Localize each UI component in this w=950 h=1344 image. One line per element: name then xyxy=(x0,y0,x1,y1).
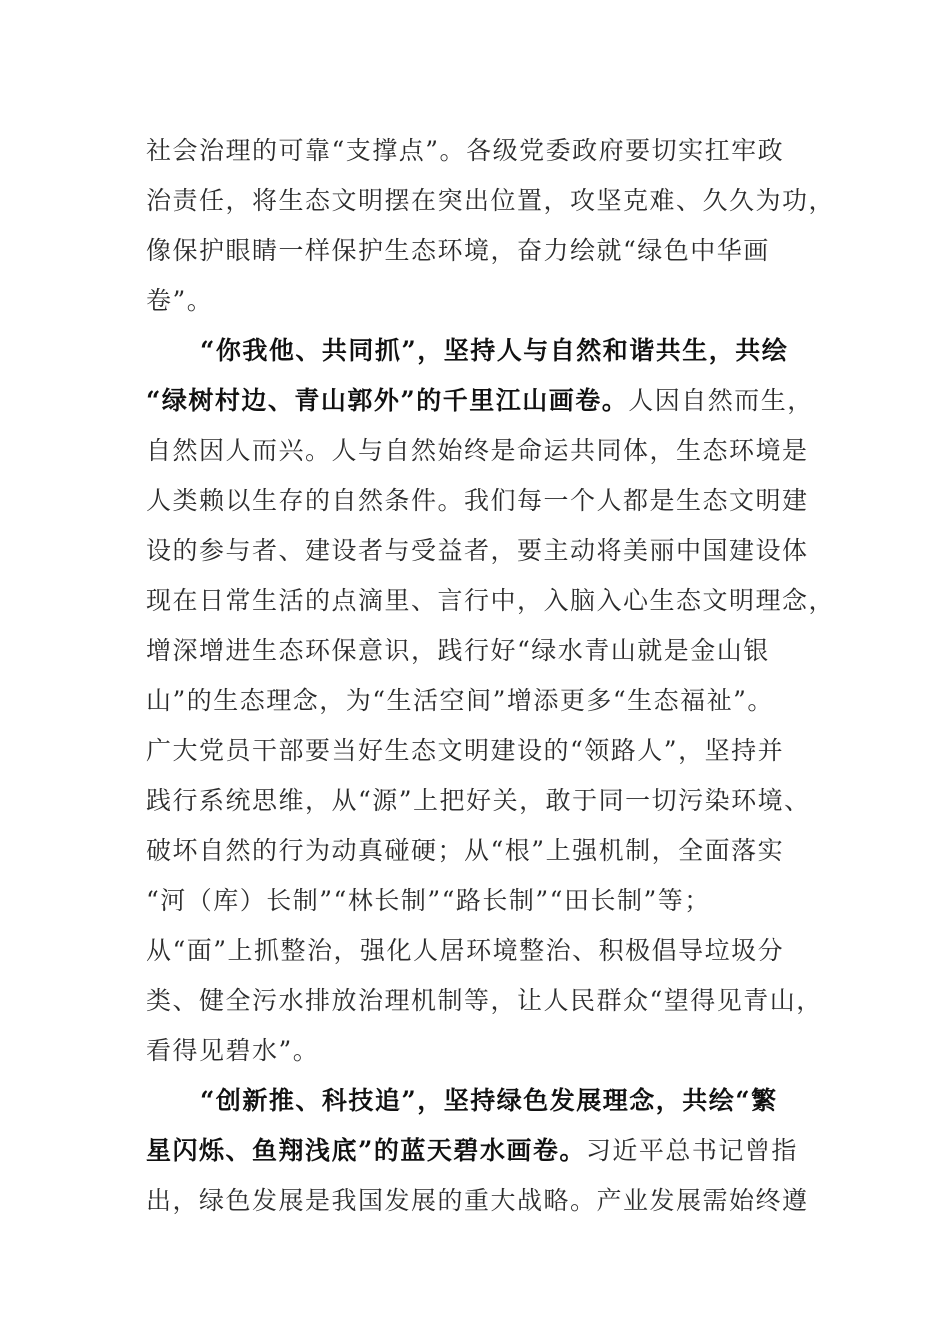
paragraph2-line: 践行系统思维，从“源”上把好关，敢于同一切污染环境、 xyxy=(146,786,811,815)
paragraph2-line: “河（库）长制”“林长制”“路长制”“田长制”等； xyxy=(146,886,711,915)
paragraph2-line: 增深增进生态环保意识，践行好“绿水青山就是金山银 xyxy=(146,636,770,665)
paragraph2-line: 破坏自然的行为动真碰硬；从“根”上强机制，全面落实 xyxy=(146,836,785,865)
paragraph2-mixed-line xyxy=(146,376,814,426)
paragraph2-line: 现在日常生活的点滴里、言行中，入脑入心生态文明理念， xyxy=(146,586,836,615)
paragraph2-heading-line: “你我他、共同抓”，坚持人与自然和谐共生，共绘 xyxy=(200,336,789,365)
paragraph2-line: 广大党员干部要当好生态文明建设的“领路人”，坚持并 xyxy=(146,736,785,765)
paragraph3-heading-line: “创新推、科技追”，坚持绿色发展理念，共绘“繁 xyxy=(200,1086,778,1115)
paragraph2-text-start: 人因自然而生， xyxy=(628,386,814,415)
paragraph2-line: 类、健全污水排放治理机制等，让人民群众“望得见青山， xyxy=(146,986,823,1015)
paragraph1-line: 治责任，将生态文明摆在突出位置，攻坚克难、久久为功， xyxy=(146,186,836,215)
paragraph3-heading-tail: 星闪烁、鱼翔浅底”的蓝天碧水画卷。 xyxy=(146,1136,586,1165)
paragraph1-line: 社会治理的可靠“支撑点”。各级党委政府要切实扛牢政 xyxy=(146,136,785,165)
paragraph2-line: 设的参与者、建设者与受益者，要主动将美丽中国建设体 xyxy=(146,536,809,565)
document-body xyxy=(146,126,836,1226)
paragraph2-line: 看得见碧水”。 xyxy=(146,1036,320,1065)
paragraph1-line: 像保护眼睛一样保护生态环境，奋力绘就“绿色中华画 xyxy=(146,236,770,265)
paragraph3-line: 出，绿色发展是我国发展的重大战略。产业发展需始终遵 xyxy=(146,1186,809,1215)
paragraph3-text-start: 习近平总书记曾指 xyxy=(585,1136,798,1165)
paragraph2-heading-tail: “绿树村边、青山郭外”的千里江山画卷。 xyxy=(146,386,629,415)
paragraph3-mixed-line xyxy=(146,1126,806,1176)
paragraph1-line: 卷”。 xyxy=(146,286,214,315)
paragraph2-line: 从“面”上抓整治，强化人居环境整治、积极倡导垃圾分 xyxy=(146,936,785,965)
paragraph2-line: 山”的生态理念，为“生活空间”增添更多“生态福祉”。 xyxy=(146,686,774,715)
paragraph2-line: 人类赖以生存的自然条件。我们每一个人都是生态文明建 xyxy=(146,486,809,515)
paragraph2-line: 自然因人而兴。人与自然始终是命运共同体，生态环境是 xyxy=(146,436,809,465)
